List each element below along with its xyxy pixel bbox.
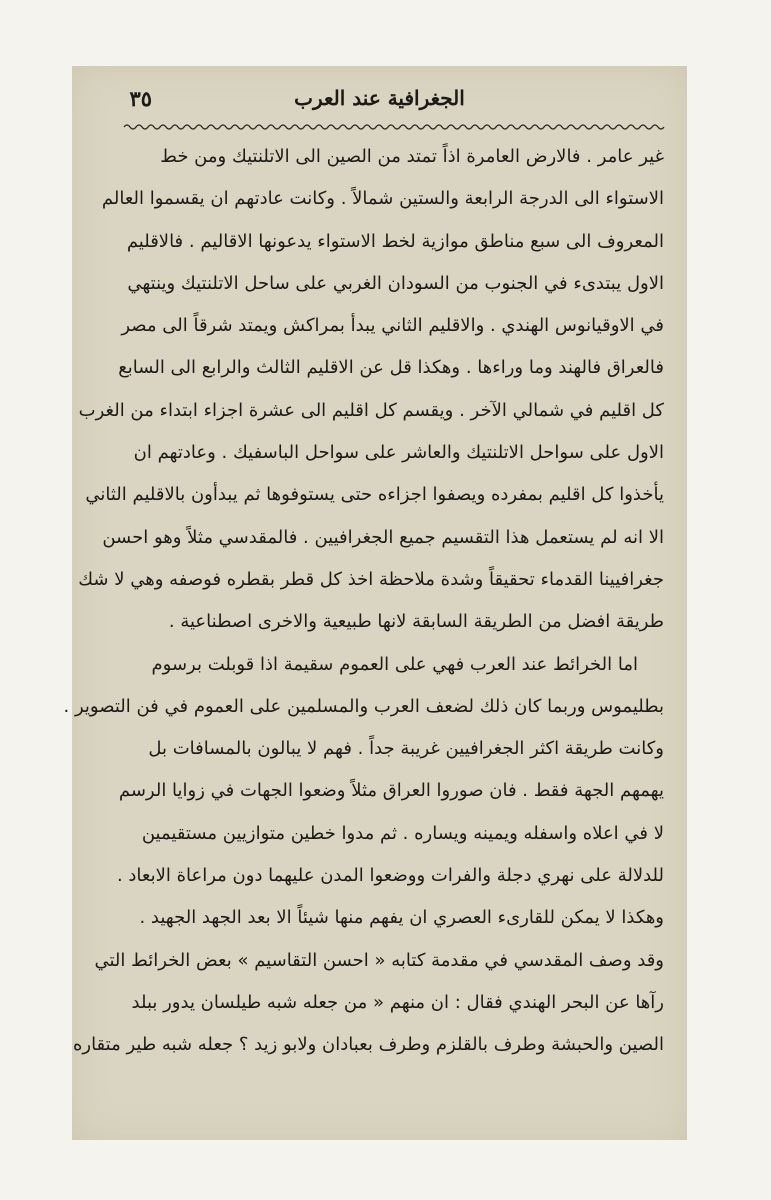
text-line: وكانت طريقة اكثر الجغرافيين غريبة جداً . فهم لا يبالون بالمسافات بل [148,738,664,760]
text-line: يأخذوا كل اقليم بمفرده ويصفوا اجزاءه حتى يستوفوها ثم يبدأون بالاقليم الثاني [85,484,664,506]
text-line: الاستواء الى الدرجة الرابعة والستين شمالاً . وكانت عادتهم ان يقسموا العالم [101,188,664,210]
text-line: كل اقليم في شمالي الآخر . ويقسم كل اقليم الى عشرة اجزاء ابتداء من الغرب [78,399,664,421]
text-line: لا في اعلاه واسفله ويمينه ويساره . ثم مدوا خطين متوازيين مستقيمين [141,822,664,844]
page-number: ٣٥ [129,86,152,111]
body-text [63,136,664,1067]
text-line: بطليموس وربما كان ذلك لضعف العرب والمسلمين على العموم في فن التصوير . [63,695,664,717]
text-line: رآها عن البحر الهندي فقال : ان منهم « من جعله شبه طيلسان يدور ببلد [131,991,664,1013]
wavy-divider-rule [124,122,664,132]
text-line: للدلالة على نهري دجلة والفرات ووضعوا المدن عليهما دون مراعاة الابعاد . [116,865,664,887]
text-line: الاول يبتدىء في الجنوب من السودان الغربي على ساحل الاتلنتيك وينتهي [127,272,664,294]
text-line: يهمهم الجهة فقط . فان صوروا العراق مثلاً وضعوا الجهات في زوايا الرسم [118,780,664,802]
text-line: غير عامر . فالارض العامرة اذاً تمتد من الصين الى الاتلنتيك ومن خط [160,146,664,167]
text-line: فالعراق فالهند وما وراءها . وهكذا قل عن الاقليم الثالث والرابع الى السابع [118,357,664,379]
book-page [63,66,687,1140]
text-line: المعروف الى سبع مناطق موازية لخط الاستواء يدعونها الاقاليم . فالاقليم [126,230,664,252]
text-line-paragraph-start: اما الخرائط عند العرب فهي على العموم سقيمة اذا قوبلت برسوم [151,653,638,675]
text-line: وهكذا لا يمكن للقارىء العصري ان يفهم منها شيئاً الا بعد الجهد الجهيد . [139,907,664,929]
text-line: جغرافيينا القدماء تحقيقاً وشدة ملاحظة اخذ كل قطر بقطره فوصفه وهي لا شك [78,568,664,590]
text-line: طريقة افضل من الطريقة السابقة لانها طبيعية والاخرى اصطناعية . [168,611,664,633]
page-header [72,84,687,124]
text-line: الا انه لم يستعمل هذا التقسيم جميع الجغرافيين . فالمقدسي مثلاً وهو احسن [102,526,664,548]
text-line: الصين والحبشة وطرف بالقلزم وطرف بعبادان ولابو زيد ؟ جعله شبه طير متقاره [72,1034,664,1056]
running-title: الجغرافية عند العرب [294,86,465,110]
text-line: الاول على سواحل الاتلنتيك والعاشر على سواحل الباسفيك . وعادتهم ان [133,442,664,464]
text-line: في الاوقيانوس الهندي . والاقليم الثاني يبدأ بمراكش ويمتد شرقاً الى مصر [121,315,664,337]
text-line: وقد وصف المقدسي في مقدمة كتابه « احسن التقاسيم » بعض الخرائط التي [94,949,664,971]
